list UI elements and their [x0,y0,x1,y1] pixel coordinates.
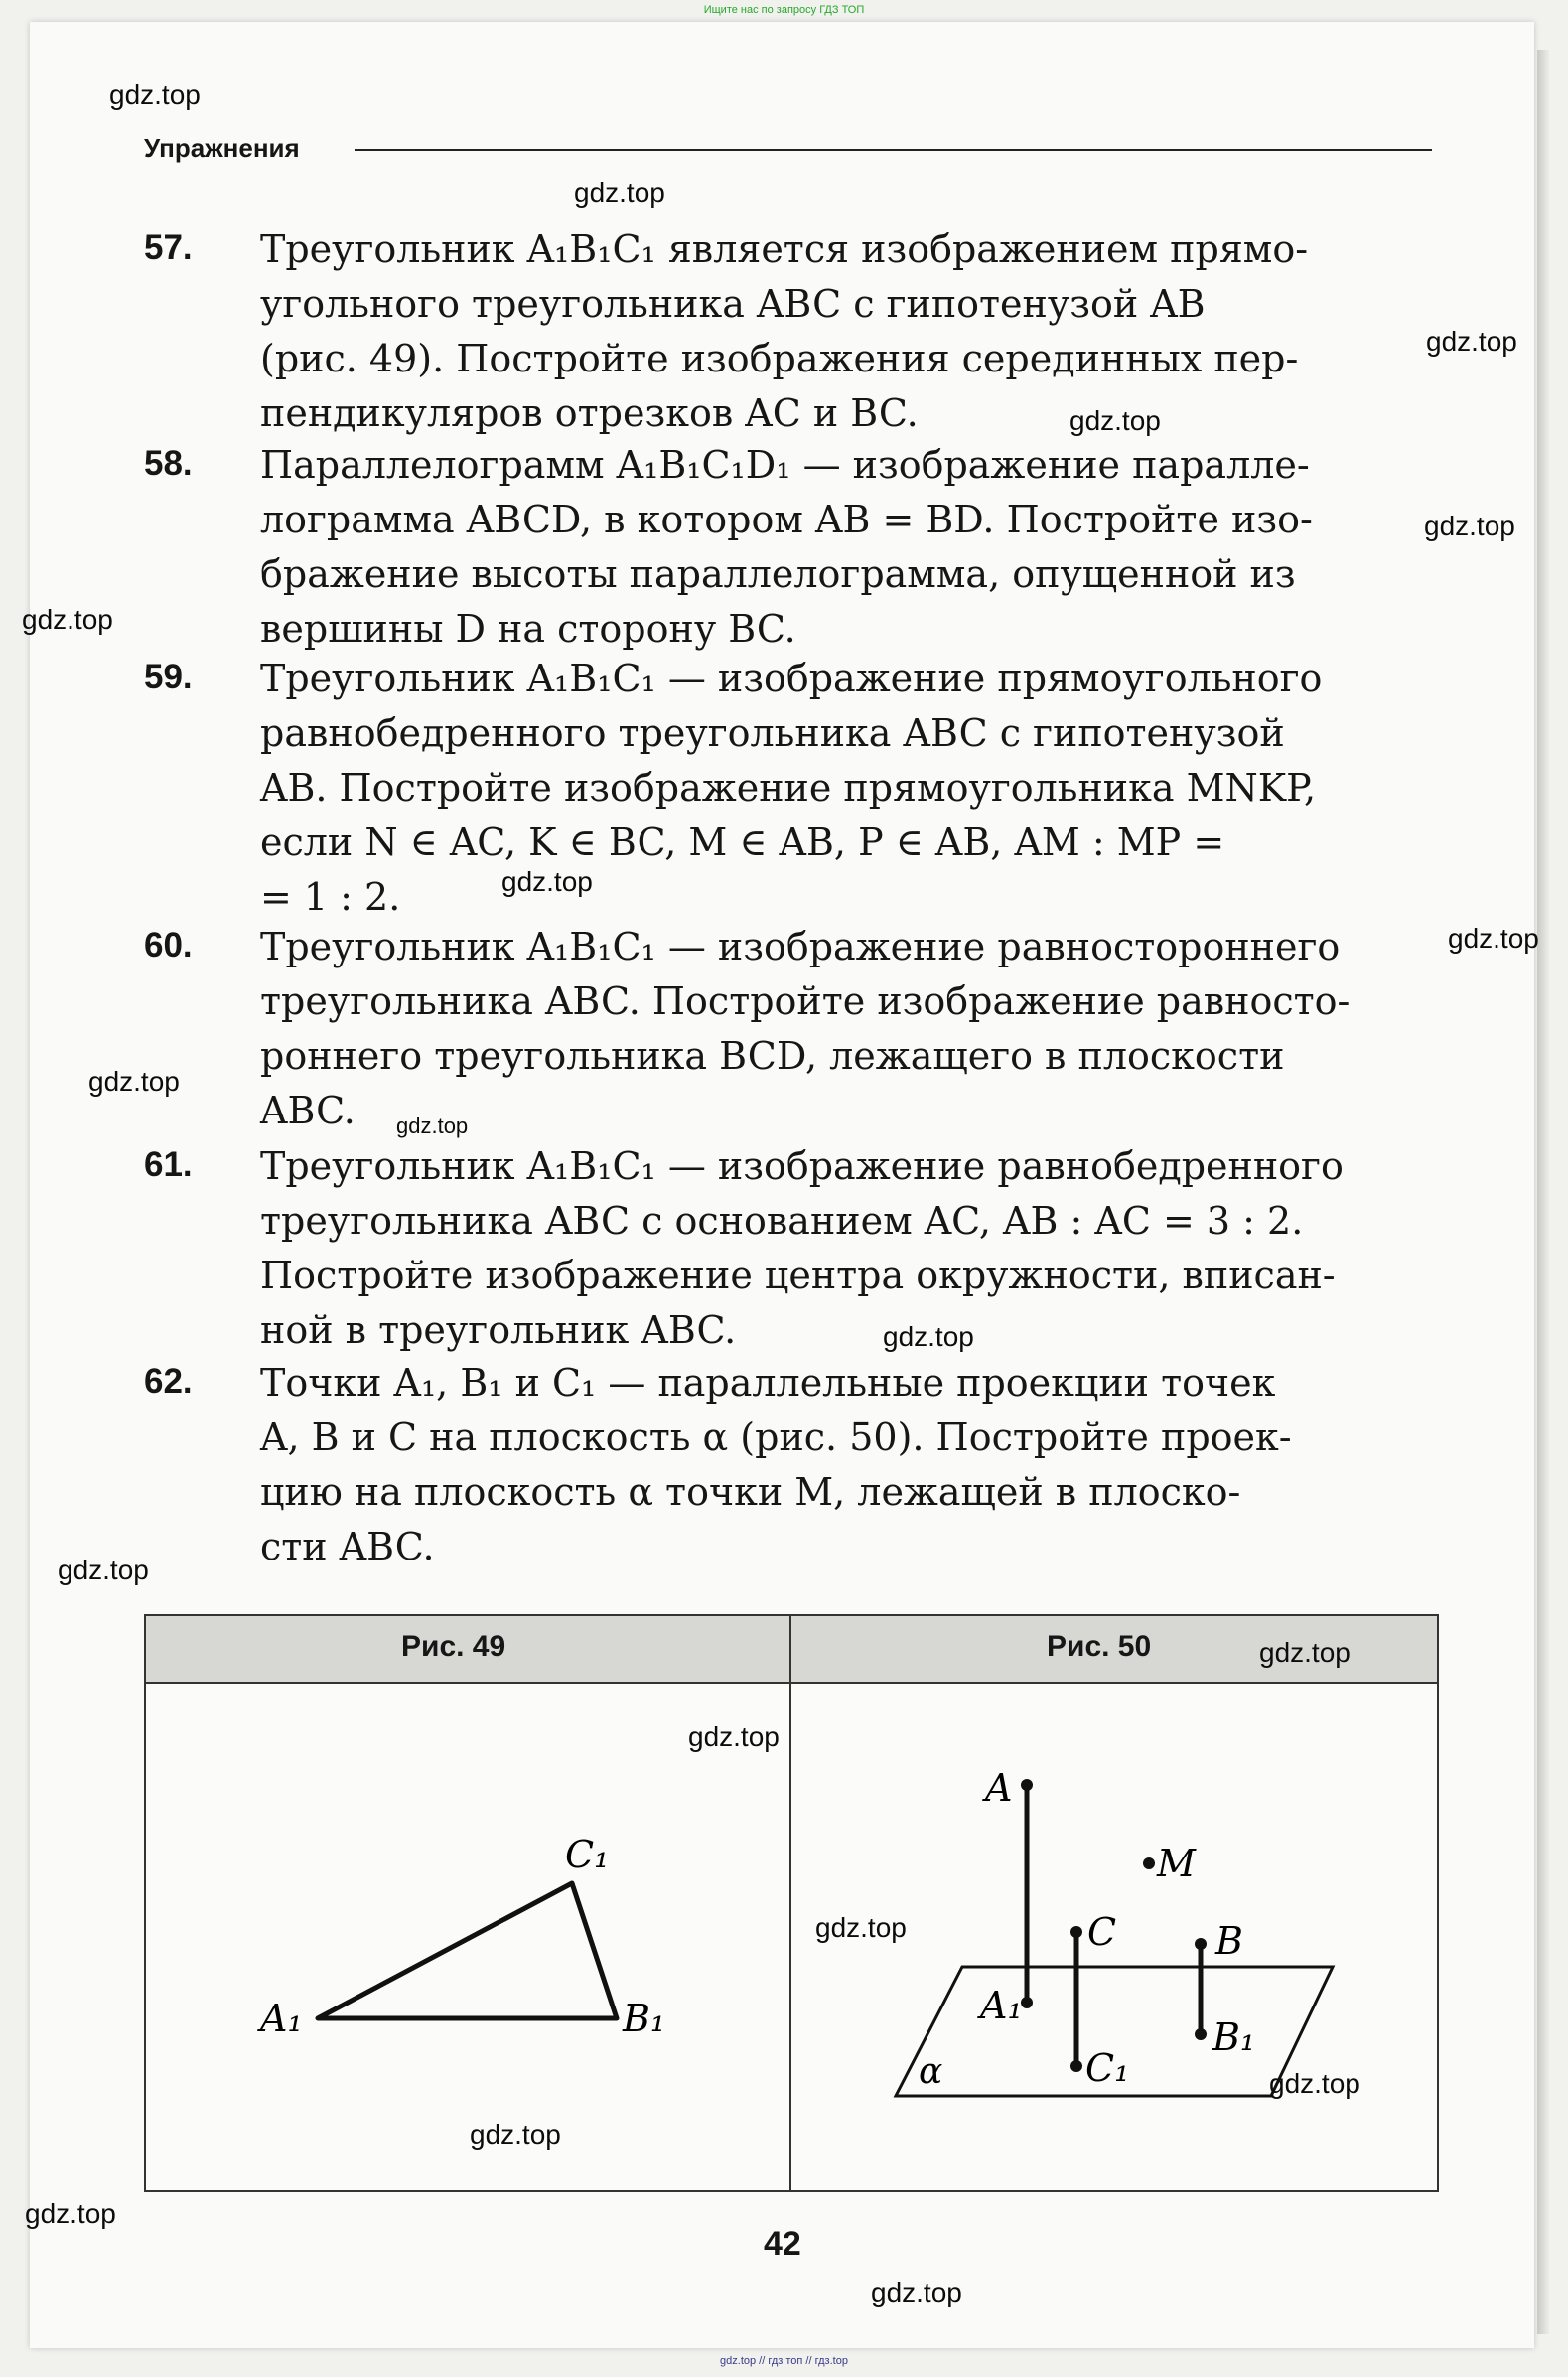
exercise-text [260,223,1425,441]
text-line: Треугольник A₁B₁C₁ — изображение прямоугольного [260,657,1323,700]
watermark: gdz.top [58,1555,149,1585]
point-m [1143,1857,1155,1869]
watermark: gdz.top [470,2119,561,2150]
bottom-footer: gdz.top // гдз топ // гдз.top [720,2355,848,2367]
text-line: Треугольник A₁B₁C₁ — изображение равностороннего [260,925,1341,968]
point-b1 [1195,2028,1207,2040]
fig49-title: Рис. 49 [401,1630,506,1663]
text-line: Параллелограмм A₁B₁C₁D₁ — изображение паралле- [260,443,1310,487]
page-edge-shadow [1537,50,1549,2334]
exercise-text [260,1356,1425,1574]
figures-table [144,1614,1439,2192]
watermark: gdz.top [574,177,665,208]
text-line: цию на плоскость α точки M, лежащей в плоско- [260,1470,1241,1514]
label-c1: C₁ [1085,2046,1130,2090]
watermark: gdz.top [815,1912,907,1943]
point-a1 [1021,1997,1033,2008]
watermark: gdz.top [1069,405,1161,436]
label-b1: B₁ [1212,2015,1256,2059]
text-line: A, B и C на плоскость α (рис. 50). Постройте проек- [260,1415,1292,1459]
text-line: угольного треугольника ABC с гипотенузой AB [260,282,1206,326]
label-c: C [1087,1910,1117,1954]
text-line: = 1 : 2. [260,875,401,919]
fig50-projection [896,1766,1333,2096]
watermark: gdz.top [1448,923,1539,954]
watermark: gdz.top [501,866,593,897]
watermark: gdz.top [1269,2068,1360,2099]
text-line: сти ABC. [260,1525,435,1568]
triangle-a1b1c1 [318,1883,617,2018]
watermark: gdz.top [22,604,113,635]
label-alpha: α [919,2051,943,2092]
text-line: вершины D на сторону BC. [260,607,796,651]
text-line: бражение высоты параллелограмма, опущенной из [260,552,1296,596]
text-line: (рис. 49). Постройте изображения серединных пер- [260,337,1299,380]
text-line: равнобедренного треугольника ABC с гипотенузой [260,711,1285,755]
watermark: gdz.top [1426,326,1517,357]
point-a [1021,1779,1033,1791]
point-b [1195,1938,1207,1950]
text-line: Треугольник A₁B₁C₁ — изображение равнобедренного [260,1144,1344,1188]
watermark: gdz.top [109,79,201,110]
text-line: AB. Постройте изображение прямоугольника MNKP, [260,766,1317,810]
section-rule [355,149,1432,151]
exercise-number: 58. [144,444,193,483]
point-c [1070,1926,1082,1938]
watermark: gdz.top [883,1321,974,1352]
label-a1: A₁ [260,1997,303,2040]
fig50-title: Рис. 50 [1047,1630,1152,1663]
watermark: gdz.top [1424,511,1515,541]
text-line: ной в треугольник ABC. [260,1308,737,1352]
watermark: gdz.top [88,1066,180,1097]
exercise-number: 62. [144,1362,193,1401]
exercise-number: 59. [144,658,193,696]
label-a: A [985,1766,1013,1810]
text-line: Точки A₁, B₁ и C₁ — параллельные проекции точек [260,1361,1276,1405]
fig49-triangle [257,1833,665,2040]
watermark: gdz.top [871,2277,962,2307]
point-c1 [1070,2060,1082,2072]
watermark: gdz.top [1259,1637,1351,1668]
exercise-text [260,1139,1425,1358]
text-line: ABC. [260,1089,356,1132]
exercise-number: 61. [144,1145,193,1184]
figures-drawing [146,1616,1437,2190]
exercise-number: 60. [144,926,193,965]
top-banner: Ищите нас по запросу ГДЗ ТОП [703,4,865,16]
label-b1: B₁ [623,1997,666,2040]
text-line: Треугольник A₁B₁C₁ является изображением прямо- [260,227,1309,271]
exercise-number: 57. [144,228,193,267]
text-line: пендикуляров отрезков AC и BC. [260,391,919,435]
label-c1: C₁ [565,1833,610,1876]
exercise-text [260,652,1425,925]
watermark: gdz.top [396,1114,469,1138]
page-number: 42 [764,2225,801,2263]
label-b: B [1215,1919,1243,1963]
label-m: M [1157,1842,1196,1885]
exercise-text [260,920,1425,1138]
section-title: Упражнения [144,133,300,163]
watermark: gdz.top [25,2198,116,2229]
text-line: роннего треугольника BCD, лежащего в плоскости [260,1034,1285,1078]
text-line: треугольника ABC с основанием AC, AB : AC = 3 : 2. [260,1199,1304,1243]
text-line: Постройте изображение центра окружности, вписан- [260,1254,1336,1297]
label-a1: A₁ [980,1984,1023,2027]
text-line: лограмма ABCD, в котором AB = BD. Постройте изо- [260,498,1313,541]
text-line: треугольника ABC. Постройте изображение равносто- [260,979,1351,1023]
text-line: если N ∈ AC, K ∈ BC, M ∈ AB, P ∈ AB, AM : MP = [260,820,1225,864]
exercise-text [260,438,1425,657]
watermark: gdz.top [688,1721,780,1752]
